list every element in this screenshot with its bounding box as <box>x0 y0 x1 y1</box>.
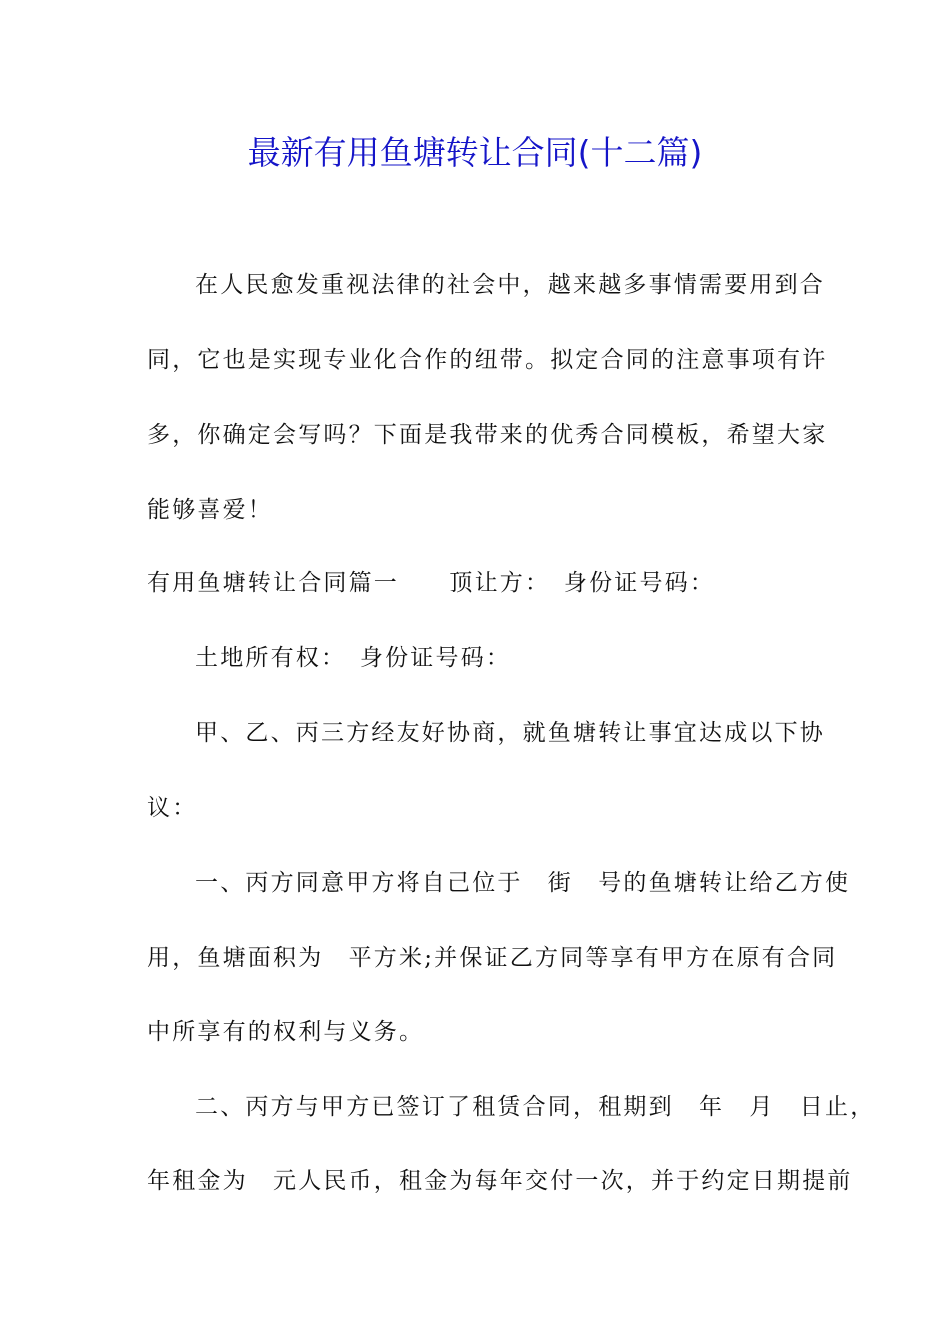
paragraph-line: 用，鱼塘面积为 平方米;并保证乙方同等享有甲方在原有合同 <box>147 945 838 971</box>
paragraph-line: 同，它也是实现专业化合作的纽带。拟定合同的注意事项有许 <box>147 347 828 373</box>
paragraph-line: 在人民愈发重视法律的社会中，越来越多事情需要用到合 <box>195 272 825 298</box>
paragraph-line: 中所享有的权利与义务。 <box>147 1019 425 1045</box>
paragraph-line: 土地所有权： 身份证号码： <box>195 645 512 671</box>
section-heading-line: 有用鱼塘转让合同篇一 顶让方： 身份证号码： <box>147 570 716 596</box>
paragraph-line: 甲、乙、丙三方经友好协商，就鱼塘转让事宜达成以下协 <box>195 720 825 746</box>
paragraph-line: 一、丙方同意甲方将自己位于 街 号的鱼塘转让给乙方使 <box>195 870 851 896</box>
paragraph-line: 年租金为 元人民币，租金为每年交付一次，并于约定日期提前 <box>147 1168 853 1194</box>
paragraph-line: 议： <box>147 795 198 821</box>
paragraph-line: 二、丙方与甲方已签订了租赁合同，租期到 年 月 日止， <box>195 1094 876 1120</box>
document-title: 最新有用鱼塘转让合同(十二篇) <box>247 133 703 172</box>
paragraph-line: 多，你确定会写吗？下面是我带来的优秀合同模板，希望大家 <box>147 422 828 448</box>
paragraph-line: 能够喜爱！ <box>147 497 273 523</box>
